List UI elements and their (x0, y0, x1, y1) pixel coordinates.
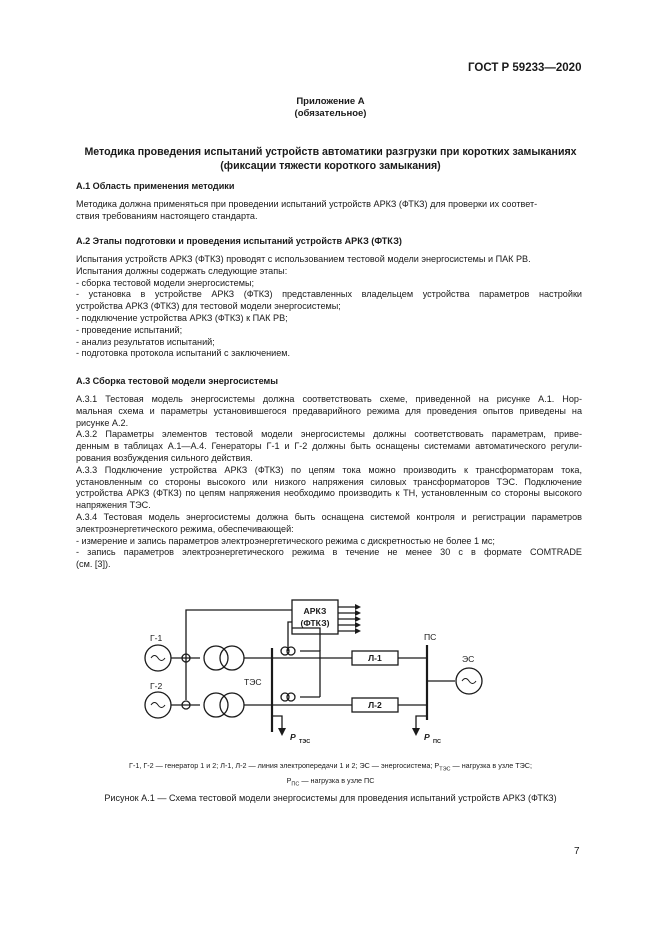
list-item: - запись параметров электроэнергетического режима в течение не менее 30 с в формате COMTRADE (76, 547, 582, 558)
legend-text: — нагрузка в узле ПС (299, 776, 375, 786)
section-a1-text (76, 199, 582, 223)
text-line: денным в таблицах А.1—А.4. Генераторы Г-1 и Г-2 должны быть оснащены системами автоматического регули- (76, 441, 582, 452)
ps-label: ПС (424, 632, 437, 642)
text-line: Испытания устройств АРКЗ (ФТКЗ) проводят с использованием тестовой модели энергосистемы и ПАК РВ. (76, 254, 531, 264)
figure-legend (0, 760, 661, 791)
generator-2-label: Г-2 (150, 681, 163, 691)
p-tes-subscript: ТЭС (299, 739, 311, 745)
annex-heading (0, 96, 661, 120)
standard-number: ГОСТ Р 59233—2020 (468, 62, 582, 74)
section-a1-heading: А.1 Область применения методики (76, 181, 235, 191)
legend-text: Г-1, Г-2 — генератор 1 и 2; Л-1, Л-2 — линия электропередачи 1 и 2; ЭС — энергосистема; P (129, 761, 440, 770)
load-arrow-icon (278, 728, 286, 736)
list-item: - проведение испытаний; (76, 324, 183, 335)
es-label: ЭС (462, 654, 475, 664)
p-ps-label: P (424, 732, 430, 742)
section-a2-heading: А.2 Этапы подготовки и проведения испытаний устройств АРКЗ (ФТКЗ) (76, 236, 402, 246)
section-a3-heading: А.3 Сборка тестовой модели энергосистемы (76, 376, 279, 386)
load-arrow-icon (412, 728, 420, 736)
tes-label: ТЭС (244, 677, 262, 687)
page-number: 7 (574, 846, 580, 857)
list-item: - подготовка протокола испытаний с заключением. (76, 348, 291, 359)
text-line: напряжения ТЭС. (76, 500, 151, 511)
text-line: рования возбуждения сильного действия. (76, 452, 253, 463)
line-1-label: Л-1 (368, 653, 382, 663)
list-item: - анализ результатов испытаний; (76, 336, 215, 347)
p-ps-subscript: ПС (433, 739, 441, 745)
main-title-line2: (фиксации тяжести короткого замыкания) (220, 160, 441, 172)
text-line: установленным со стороны высокого или низкого напряжения силовых трансформаторов ТЭС. Подключение (76, 476, 582, 487)
p-tes-label: P (290, 732, 296, 742)
figure-caption: Рисунок А.1 — Схема тестовой модели энергосистемы для проведения испытаний устройств АРКЗ (ФТКЗ) (104, 793, 557, 803)
list-item: - подключение устройства АРКЗ (ФТКЗ) к ПАК РВ; (76, 312, 288, 323)
text-line: ствия требованиям настоящего стандарта. (76, 210, 258, 221)
text-line: А.3.1 Тестовая модель энергосистемы должна соответствовать схеме, приведенной на рисунке А.1. Нор- (76, 394, 582, 404)
generator-1-label: Г-1 (150, 633, 163, 643)
text-line: А.3.2 Параметры элементов тестовой модели энергосистемы должны соответствовать параметрам, приве- (76, 429, 582, 440)
list-item: - измерение и запись параметров электроэнергетического режима с дискретностью не более 1 мс; (76, 535, 495, 546)
text-line: мальная схема и параметры установившегося предаварийного режима для проведения опытов приведены на (76, 405, 582, 416)
text-line: Испытания должны содержать следующие этапы: (76, 265, 288, 276)
text-line: Методика должна применяться при проведении испытаний устройств АРКЗ (ФТКЗ) для проверки их соответ- (76, 199, 538, 209)
list-item-cont: (см. [3]). (76, 559, 111, 570)
legend-text: — нагрузка в узле ТЭС; (450, 761, 532, 770)
main-title (0, 145, 661, 173)
annex-title: Приложение А (296, 96, 365, 107)
legend-line-2 (0, 775, 661, 790)
legend-text: P (286, 776, 292, 786)
main-title-line1: Методика проведения испытаний устройств автоматики разгрузки при коротких замыканиях (84, 146, 577, 158)
section-a2-text (76, 254, 582, 360)
text-line: рисунке А.2. (76, 417, 129, 428)
legend-line-1 (0, 760, 661, 775)
text-line: А.3.4 Тестовая модель энергосистемы должна быть оснащена системой контроля и регистрации параметров (76, 511, 582, 522)
list-item: - установка в устройстве АРКЗ (ФТКЗ) представленных владельцем устройства параметров настройки (76, 289, 582, 300)
device-label-1: АРКЗ (303, 606, 327, 616)
text-line: устройства АРКЗ (ФТКЗ) по цепям напряжения необходимо производить к ТН, установленным со стороны высокого (76, 488, 582, 499)
legend-subscript: ТЭС (439, 766, 451, 773)
section-a3-text (76, 394, 582, 571)
list-item-cont: устройства АРКЗ (ФТКЗ) для тестовой модели энергосистемы; (76, 301, 341, 312)
annex-status: (обязательное) (294, 108, 367, 119)
line-2-label: Л-2 (368, 700, 382, 710)
text-line: А.3.3 Подключение устройства АРКЗ (ФТКЗ) по цепям тока можно производить к трансформаторам тока, (76, 464, 582, 475)
power-system-diagram (0, 590, 661, 755)
legend-subscript: ПС (291, 781, 300, 788)
device-label-2: (ФТКЗ) (300, 618, 330, 628)
text-line: электроэнергетического режима, обеспечивающей: (76, 523, 294, 534)
list-item: - сборка тестовой модели энергосистемы; (76, 277, 255, 288)
